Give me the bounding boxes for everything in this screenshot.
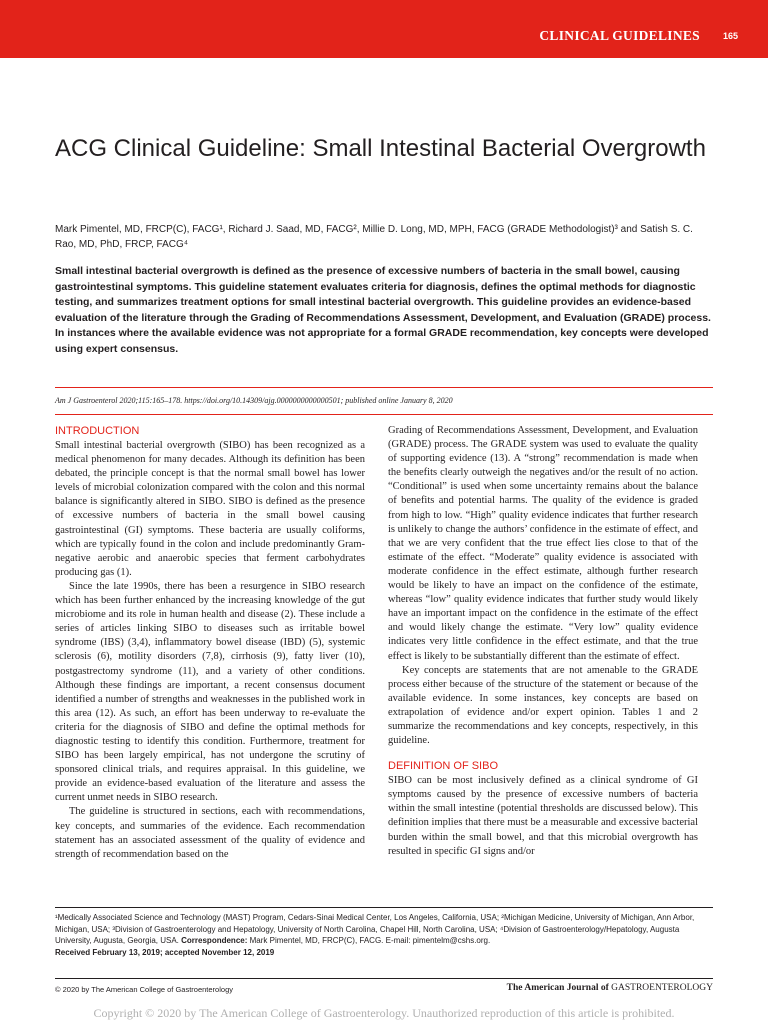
received-dates: Received February 13, 2019; accepted November 12, 2019 (55, 947, 275, 957)
section-heading-introduction: INTRODUCTION (55, 425, 140, 437)
header-bar (0, 0, 768, 58)
paragraph: Since the late 1990s, there has been a resurgence in SIBO research which has been further enhanced by the increasing knowledge of the gut microbiome and its role in human health and disease (2). These include a series of articles linking SIBO to diseases such as irritable bowel syndrome (IBS) (3,4), inflammatory bowel disease (IBD) (5), systemic sclerosis (6), motility disorders (7,8), cirrhosis (9), fatty liver (10), postgastrectomy syndrome (11), and a variety of other conditions. Although these findings are important, a recent consensus document identified a number of strengths and weaknesses in the published work in this area (12). As such, an effort has been underway to re-evaluate the criteria for the diagnosis of SIBO and define the optimal methods for diagnostic testing to identify this condition. Furthermore, treatment for SIBO has been largely empirical, has not undergone the scrutiny of sponsored clinical trials, and requires appraisal. In this guideline, we provide an evidence-based evaluation of the literature and assess the current unmet needs in SIBO research. (55, 580, 365, 804)
citation-line: Am J Gastroenterol 2020;115:165–178. https://doi.org/10.14309/ajg.0000000000000501; published online January 8, 2020 (55, 396, 453, 405)
divider (55, 414, 713, 415)
section-label: CLINICAL GUIDELINES (539, 28, 700, 43)
copyright-disclaimer: Copyright © 2020 by The American College of Gastroenterology. Unauthorized reproduction of this article is prohibited. (93, 1006, 675, 1020)
author-list: Mark Pimentel, MD, FRCP(C), FACG¹, Richard J. Saad, MD, FACG², Millie D. Long, MD, MPH, FACG (GRADE Methodologist)³ and Satish S. C. Rao, MD, PhD, FRCP, FACG⁴ (55, 224, 693, 250)
copyright-note: © 2020 by The American College of Gastroenterology (55, 985, 233, 994)
paragraph: SIBO can be most inclusively defined as a clinical syndrome of GI symptoms caused by the presence of excessive numbers of bacteria within the small intestine (potential thresholds are discussed below). This definition implies that there must be a measurable and excessive bacterial burden within the small bowel, and that this microbial overgrowth has resulted in specific GI signs and/or (388, 775, 698, 857)
paragraph: Key concepts are statements that are not amenable to the GRADE process either because of the structure of the statement or because of the available evidence. In some instances, key concepts are based on extrapolation of evidence and/or expert opinion. Tables 1 and 2 summarize the recommendations and key concepts, respectively, in this guideline. (388, 664, 698, 747)
page-number: 165 (722, 31, 738, 41)
paragraph: The guideline is structured in sections, each with recommendations, key concepts, and summaries of the evidence. Each recommendation statement has an associated assessment of the quality of evidence and strength of recommendation based on the (55, 806, 365, 860)
affiliations: ¹Medically Associated Science and Technology (MAST) Program, Cedars-Sinai Medical Center, Los Angeles, California, USA; ²Michigan Medicine, University of Michigan, Ann Arbor, Michigan, USA; ³Division of Gastroenterology and Hepatology, University of North Carolina, Chapel Hill, North Carolina, USA; ⁴Division of Gastroenterology/Hepatology, Augusta University, Augusta, Georgia, USA. (55, 913, 695, 945)
footer-divider (55, 978, 713, 979)
section-heading-definition: DEFINITION OF SIBO (388, 760, 499, 773)
abstract: Small intestinal bacterial overgrowth is defined as the presence of excessive numbers of bacteria in the small bowel, causing gastrointestinal symptoms. This guideline statement evaluates criteria for diagnosis, defines the optimal methods for diagnostic testing, and summarizes treatment options for small intestinal bacterial overgrowth. This guideline provides an evidence-based evaluation of the literature through the Grading of Recommendations Assessment, Development, and Evaluation (GRADE) process. In instances where the available evidence was not appropriate for a formal GRADE recommendation, key concepts were developed using expert consensus. (55, 265, 711, 355)
paragraph: Small intestinal bacterial overgrowth (SIBO) has been recognized as a medical phenomenon for many decades. Although its definition has been debated, the principle concept is that the normal small bowel has lower levels of microbial colonization compared with the colon and this normal balance is significantly altered in SIBO. SIBO is defined as the presence of excessive numbers of bacteria in the small bowel causing gastrointestinal (GI) symptoms. These bacteria are usually coliforms, which are typically found in the colon and include predominantly Gram-negative aerobic and anaerobic species that ferment carbohydrates producing gas (1). (55, 440, 365, 578)
right-column (388, 424, 698, 859)
journal-name (507, 983, 713, 993)
footnotes (55, 912, 715, 958)
article-title: ACG Clinical Guideline: Small Intestinal Bacterial Overgrowth (55, 135, 706, 162)
journal-prefix: The American Journal of (506, 983, 609, 993)
divider (55, 387, 713, 388)
paragraph: Grading of Recommendations Assessment, Development, and Evaluation (GRADE) process. The GRADE system was used to evaluate the quality of supporting evidence (13). A “strong” recommendation is made when the benefits clearly outweigh the negatives and/or the result of no action. “Conditional” is used when some uncertainty remains about the balance of benefits and potential harms. The quality of the evidence is graded from high to low. “High” quality evidence indicates that further research is unlikely to change the authors’ confidence in the estimate of effect, and that we are very confident that the true effect lies close to that of the estimate of the effect. “Moderate” quality evidence is associated with moderate confidence in the effect estimate, although further research would be likely to have an impact on the confidence of the estimate, whereas “low” quality evidence indicates that further study would likely have an important impact on the confidence in the estimate of the effect and would likely change the estimate. “Very low” quality evidence indicates very little confidence in the effect estimate, and that the true effect is likely to be substantially different than the estimate of effect. (388, 425, 698, 662)
correspondence: Mark Pimentel, MD, FRCP(C), FACG. E-mail: pimentelm@cshs.org. (249, 936, 491, 945)
journal-title: GASTROENTEROLOGY (611, 983, 713, 993)
footnote-divider (55, 907, 713, 908)
correspondence-label: Correspondence: (181, 936, 248, 945)
left-column (55, 424, 365, 862)
